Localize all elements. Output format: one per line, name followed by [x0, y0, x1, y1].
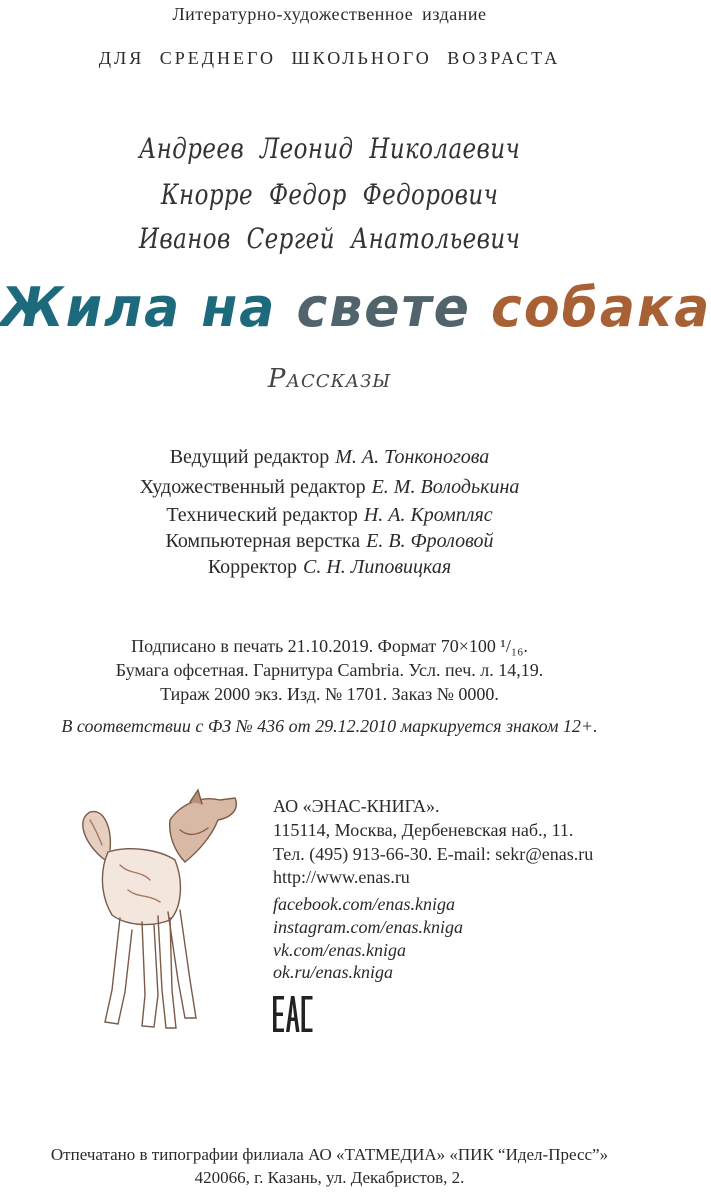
printer-address: 420066, г. Казань, ул. Декабристов, 2.: [194, 1168, 465, 1187]
staff-role: Компьютерная верстка: [165, 530, 361, 552]
title-word-3: собака: [491, 276, 711, 340]
print-info-3: Тираж 2000 экз. Изд. № 1701. Заказ № 0000.: [160, 684, 499, 704]
staff-name: Н. А. Кромпляс: [363, 504, 493, 526]
age-rating-note: В соответствии с ФЗ № 436 от 29.12.2010 маркируется знаком 12+.: [61, 716, 598, 736]
title-word-2: свете: [296, 276, 471, 340]
social-link-instagram[interactable]: instagram.com/enas.kniga: [273, 917, 463, 937]
publisher-name: АО «ЭНАС-КНИГА».: [273, 796, 440, 816]
staff-name: С. Н. Липовицкая: [302, 556, 452, 578]
eac-mark-icon: [273, 994, 313, 1034]
publisher-site-link[interactable]: http://www.enas.ru: [273, 867, 410, 887]
social-link-ok[interactable]: ok.ru/enas.kniga: [273, 962, 393, 982]
series-line-2: ДЛЯ СРЕДНЕГО ШКОЛЬНОГО ВОЗРАСТА: [98, 48, 561, 68]
staff-row: [0, 556, 659, 579]
social-link-facebook[interactable]: facebook.com/enas.kniga: [273, 894, 455, 914]
printer-info: Отпечатано в типографии филиала АО «ТАТМЕДИА» «ПИК “Идел-Пресс”»: [50, 1145, 609, 1164]
staff-row: [0, 476, 659, 499]
publisher-contacts: Тел. (495) 913-66-30. E-mail: sekr@enas.ru: [273, 844, 594, 864]
publisher-address: 115114, Москва, Дербеневская наб., 11.: [273, 820, 574, 840]
staff-name: М. А. Тонконогова: [335, 446, 490, 468]
author-1: Андреев Леонид Николаевич: [138, 132, 521, 165]
print-info-2: Бумага офсетная. Гарнитура Cambria. Усл. печ. л. 14,19.: [115, 660, 544, 680]
author-2: Кнорре Федор Федорович: [160, 178, 499, 211]
staff-role: Технический редактор: [166, 504, 358, 526]
staff-name: Е. В. Фроловой: [366, 530, 494, 552]
staff-role: Художественный редактор: [139, 476, 366, 498]
staff-row: [0, 530, 659, 553]
staff-role: Ведущий редактор: [169, 446, 330, 468]
print-info-1: Подписано в печать 21.10.2019. Формат 70×100 ¹/₁₆.: [131, 636, 528, 656]
staff-role: Корректор: [207, 556, 297, 578]
author-3: Иванов Сергей Анатольевич: [138, 222, 521, 255]
book-title: [0, 276, 711, 340]
dog-illustration: [50, 790, 270, 1040]
staff-row: [0, 446, 659, 469]
series-line-1: Литературно-художественное издание: [172, 4, 487, 24]
genre-label: Рассказы: [267, 364, 392, 394]
title-word-1: Жила на: [0, 276, 277, 340]
staff-row: [0, 504, 659, 527]
social-link-vk[interactable]: vk.com/enas.kniga: [273, 940, 406, 960]
staff-name: Е. М. Володькина: [371, 476, 520, 498]
